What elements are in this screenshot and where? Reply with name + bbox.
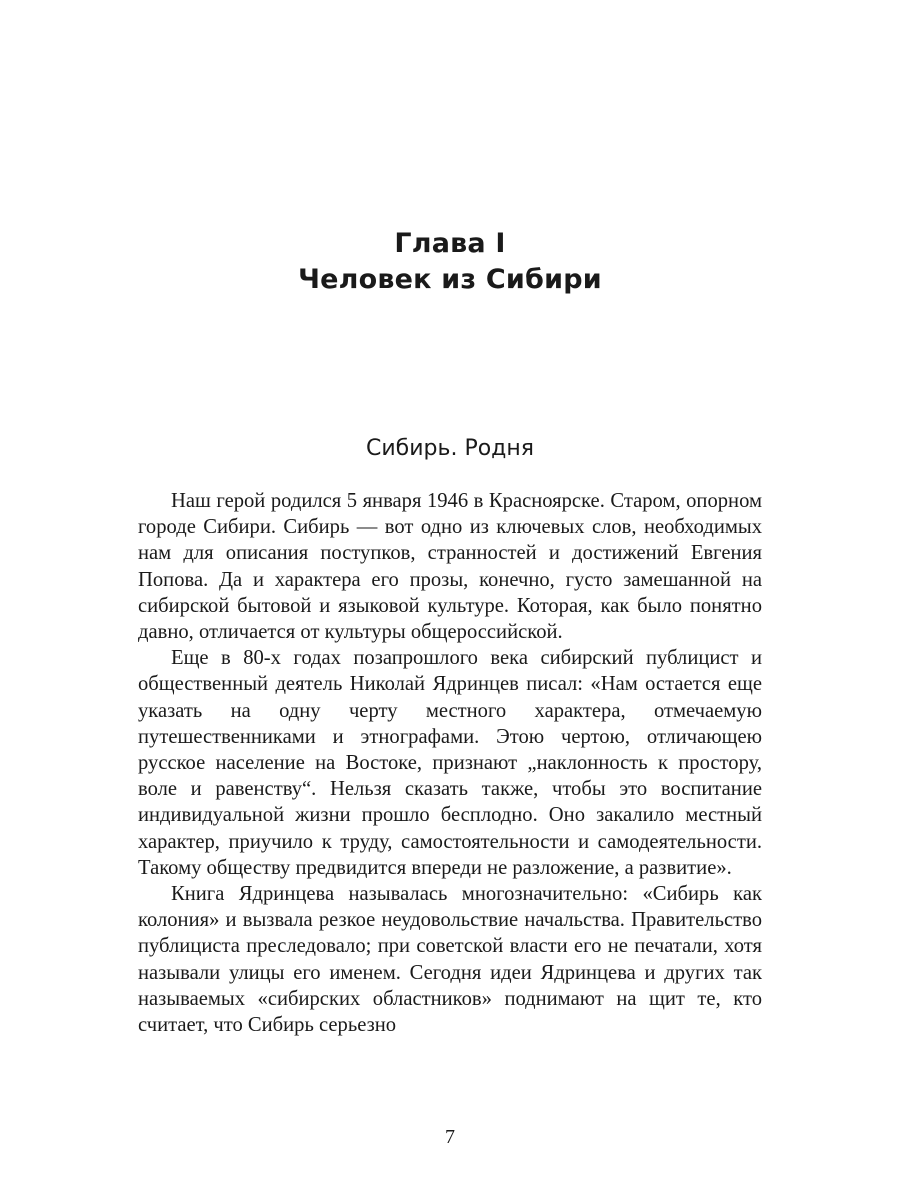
paragraph: Еще в 80-х годах позапрошлого века сибирский публицист и общественный деятель Николай Ядринцев писал: «Нам остается еще указать на одну черту местного характера, отмечаемую путешественниками и этнографами. Этою чертою, отличающею русское население на Востоке, признают „наклонность к простору, воле и равенству“. Нельзя сказать также, чтобы это воспитание индивидуальной жизни прошло бесплодно. Оно закалило местный характер, приучило к труду, самостоятельности и самодеятельности. Такому обществу предвидится впереди не разложение, а развитие». bbox=[138, 647, 762, 879]
chapter-title: Человек из Сибири bbox=[298, 264, 602, 295]
chapter-heading bbox=[0, 226, 900, 298]
paragraph: Книга Ядринцева называлась многозначительно: «Сибирь как колония» и вызвала резкое неудовольствие начальства. Правительство публициста преследовало; при советской власти его не печатали, хотя называли улицы его именем. Сегодня идеи Ядринцева и других так называемых «сибирских областников» поднимают на щит те, кто считает, что Сибирь серьезно bbox=[138, 883, 762, 1037]
chapter-label: Глава I bbox=[394, 228, 506, 259]
section-title: Сибирь. Родня bbox=[366, 436, 534, 461]
paragraph: Наш герой родился 5 января 1946 в Красноярске. Старом, опорном городе Сибири. Сибирь — вот одно из ключевых слов, необходимых нам для описания поступков, странностей и достижений Евгения Попова. Да и характера его прозы, конечно, густо замешанной на сибирской бытовой и языковой культуре. Которая, как было понятно давно, отличается от культуры общероссийской. bbox=[138, 490, 762, 644]
body-text bbox=[138, 488, 762, 1038]
page-number: 7 bbox=[445, 1126, 455, 1148]
